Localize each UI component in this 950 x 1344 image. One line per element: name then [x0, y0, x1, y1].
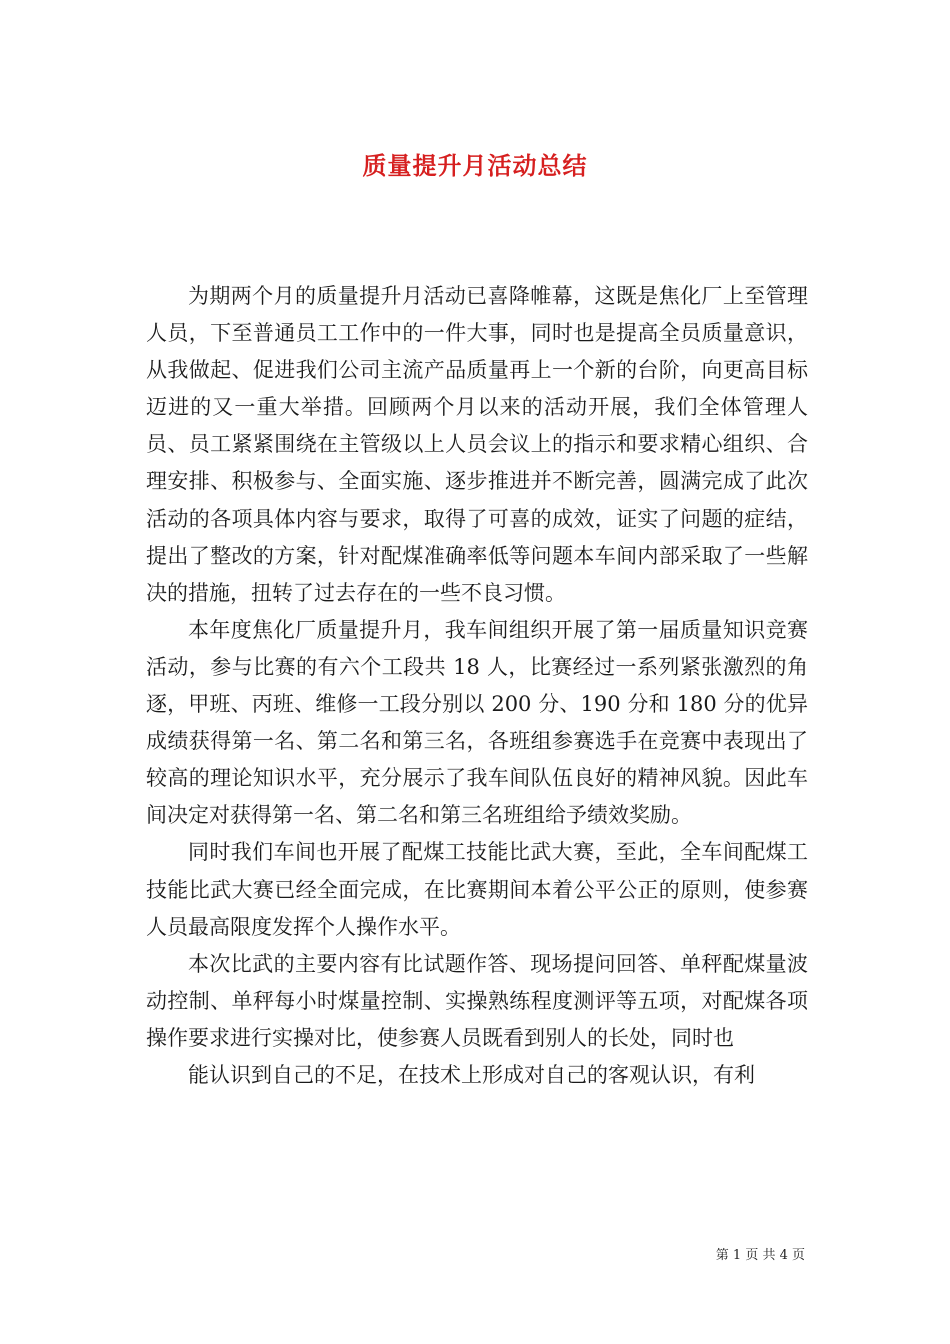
document-body: [146, 278, 808, 1094]
paragraph-4: 本次比武的主要内容有比试题作答、现场提问回答、单秤配煤量波动控制、单秤每小时煤量控制、实操熟练程度测评等五项，对配煤各项操作要求进行实操对比，使参赛人员既看到别人的长处，同时也: [146, 951, 808, 1050]
paragraph-3: 同时我们车间也开展了配煤工技能比武大赛，至此，全车间配煤工技能比武大赛已经全面完成，在比赛期间本着公平公正的原则，使参赛人员最高限度发挥个人操作水平。: [146, 840, 808, 939]
page-title: 质量提升月活动总结: [362, 151, 588, 181]
paragraph-2: 本年度焦化厂质量提升月，我车间组织开展了第一届质量知识竞赛活动，参与比赛的有六个工段共 18 人，比赛经过一系列紧张激烈的角逐，甲班、丙班、维修一工段分别以 200 分、190 分和 180 分的优异成绩获得第一名、第二名和第三名，各班组参赛选手在竞赛中表现出了较高的理论知识水平，充分展示了我车间队伍良好的精神风貌。因此车间决定对获得第一名、第二名和第三名班组给予绩效奖励。: [146, 617, 808, 828]
paragraph-5: 能认识到自己的不足，在技术上形成对自己的客观认识，有利: [188, 1062, 755, 1087]
paragraph-1: 为期两个月的质量提升月活动已喜降帷幕，这既是焦化厂上至管理人员，下至普通员工工作中的一件大事，同时也是提高全员质量意识，从我做起、促进我们公司主流产品质量再上一个新的台阶，向更高目标迈进的又一重大举措。回顾两个月以来的活动开展，我们全体管理人员、员工紧紧围绕在主管级以上人员会议上的指示和要求精心组织、合理安排、积极参与、全面实施、逐步推进并不断完善，圆满完成了此次活动的各项具体内容与要求，取得了可喜的成效，证实了问题的症结，提出了整改的方案，针对配煤准确率低等问题本车间内部采取了一些解决的措施，扭转了过去存在的一些不良习惯。: [146, 284, 808, 605]
page-number: 第 1 页 共 4 页: [715, 1248, 805, 1263]
